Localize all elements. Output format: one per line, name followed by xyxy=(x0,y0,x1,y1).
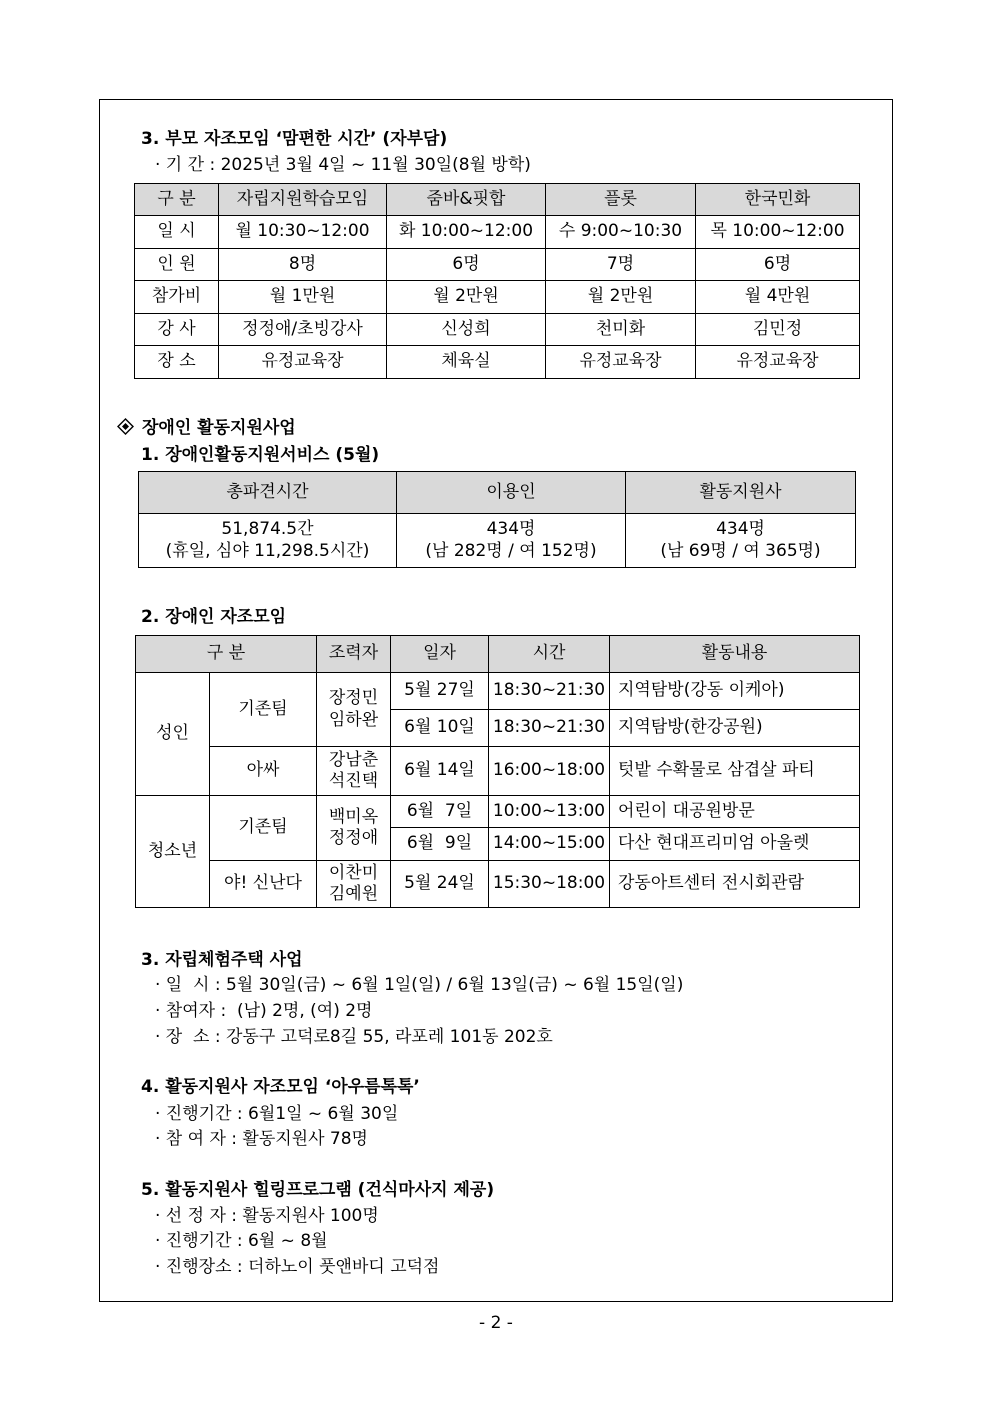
assistants-cell xyxy=(626,514,856,568)
activity-cell: 어린이 대공원방문 xyxy=(610,796,860,828)
cell-line: (휴일, 심야 11,298.5시간) xyxy=(165,540,370,561)
team-cell: 기존팀 xyxy=(210,673,317,747)
group-cell: 청소년 xyxy=(136,796,210,908)
header-cell: 조력자 xyxy=(317,636,391,673)
time-cell: 18:30~21:30 xyxy=(489,710,610,747)
section3-period: · 기 간 : 2025년 3월 4일 ~ 11월 30일(8월 방학) xyxy=(155,155,531,175)
cell: 월 10:30~12:00 xyxy=(219,216,387,249)
helpers-cell xyxy=(317,673,391,747)
cell-line: (남 282명 / 여 152명) xyxy=(425,540,597,561)
cell: 월 4만원 xyxy=(696,281,860,314)
activity-cell: 다산 현대프리미엄 아울렛 xyxy=(610,828,860,861)
header-cell: 자립지원학습모임 xyxy=(219,184,387,216)
activity-cell: 강동아트센터 전시회관람 xyxy=(610,861,860,908)
table-row xyxy=(139,514,856,568)
cell: 유정교육장 xyxy=(546,346,696,379)
cell: 유정교육장 xyxy=(219,346,387,379)
cell: 체육실 xyxy=(387,346,546,379)
team-cell: 기존팀 xyxy=(210,796,317,861)
helper-name: 임하완 xyxy=(328,709,379,730)
table-row xyxy=(135,346,860,379)
sub5-line: · 진행기간 : 6월 ~ 8월 xyxy=(155,1231,328,1251)
row-label: 인 원 xyxy=(135,249,219,281)
helper-name: 강남춘 xyxy=(328,749,379,770)
cell: 김민정 xyxy=(696,314,860,346)
helpers-cell xyxy=(317,796,391,861)
cell: 6명 xyxy=(696,249,860,281)
helpers-cell xyxy=(317,747,391,796)
time-cell: 15:30~18:00 xyxy=(489,861,610,908)
cell: 6명 xyxy=(387,249,546,281)
header-cell: 이용인 xyxy=(397,472,626,514)
sub4-line: · 참 여 자 : 활동지원사 78명 xyxy=(155,1129,368,1149)
group-cell: 성인 xyxy=(136,673,210,796)
helper-name: 이찬미 xyxy=(328,862,379,883)
activity-cell: 지역탐방(강동 이케아) xyxy=(610,673,860,710)
table-row xyxy=(135,249,860,281)
cell: 천미화 xyxy=(546,314,696,346)
team-cell: 야! 신난다 xyxy=(210,861,317,908)
cell-line: 434명 xyxy=(486,519,536,540)
helper-name: 백미옥 xyxy=(328,806,379,827)
sub3-line: · 참여자 : (남) 2명, (여) 2명 xyxy=(155,1001,373,1021)
support-service-table xyxy=(138,471,856,568)
time-cell: 18:30~21:30 xyxy=(489,673,610,710)
date-cell: 6월 10일 xyxy=(391,710,489,747)
header-cell: 활동내용 xyxy=(610,636,860,673)
table-row xyxy=(136,747,860,796)
sub2-heading: 2. 장애인 자조모임 xyxy=(141,607,287,627)
cell-line: (남 69명 / 여 365명) xyxy=(660,540,821,561)
sub5-line: · 선 정 자 : 활동지원사 100명 xyxy=(155,1206,379,1226)
cell: 화 10:00~12:00 xyxy=(387,216,546,249)
header-cell: 한국민화 xyxy=(696,184,860,216)
time-cell: 16:00~18:00 xyxy=(489,747,610,796)
cell: 유정교육장 xyxy=(696,346,860,379)
team-cell: 아싸 xyxy=(210,747,317,796)
sub5-heading: 5. 활동지원사 힐링프로그램 (건식마사지 제공) xyxy=(141,1180,495,1200)
table-row xyxy=(136,861,860,908)
parent-group-table xyxy=(134,183,860,379)
row-label: 참가비 xyxy=(135,281,219,314)
time-cell: 10:00~13:00 xyxy=(489,796,610,828)
users-cell xyxy=(397,514,626,568)
cell: 월 2만원 xyxy=(546,281,696,314)
cell: 정정애/초빙강사 xyxy=(219,314,387,346)
sub5-line: · 진행장소 : 더하노이 풋앤바디 고덕점 xyxy=(155,1257,440,1277)
sub3-line: · 일 시 : 5월 30일(금) ~ 6월 1일(일) / 6월 13일(금) ~ 6월 15일(일) xyxy=(155,975,684,995)
activity-cell: 텃밭 수확물로 삼겹살 파티 xyxy=(610,747,860,796)
helper-name: 장정민 xyxy=(328,688,379,709)
helper-name: 석진택 xyxy=(328,771,379,791)
disability-section-title xyxy=(117,413,296,438)
sub3-line: · 장 소 : 강동구 고덕로8길 55, 라포레 101동 202호 xyxy=(155,1027,553,1047)
cell-line: 51,874.5간 xyxy=(221,519,314,540)
sub3-heading: 3. 자립체험주택 사업 xyxy=(141,950,303,970)
header-cell: 구 분 xyxy=(136,636,317,673)
table-row xyxy=(136,673,860,710)
total-hours-cell xyxy=(139,514,397,568)
header-cell: 총파견시간 xyxy=(139,472,397,514)
cell: 신성희 xyxy=(387,314,546,346)
header-cell: 플롯 xyxy=(546,184,696,216)
cell-line: 434명 xyxy=(716,519,765,540)
row-label: 장 소 xyxy=(135,346,219,379)
cell: 월 1만원 xyxy=(219,281,387,314)
cell: 월 2만원 xyxy=(387,281,546,314)
cell: 8명 xyxy=(219,249,387,281)
row-label: 일 시 xyxy=(135,216,219,249)
diamond-bullet-icon xyxy=(117,418,134,435)
row-label: 강 사 xyxy=(135,314,219,346)
header-cell: 시간 xyxy=(489,636,610,673)
section3-heading: 3. 부모 자조모임 ‘맘편한 시간’ (자부담) xyxy=(141,129,448,149)
sub4-heading: 4. 활동지원사 자조모임 ‘아우름톡톡’ xyxy=(141,1077,420,1097)
header-cell: 활동지원사 xyxy=(626,472,856,514)
helper-name: 김예원 xyxy=(328,884,379,904)
date-cell: 6월 14일 xyxy=(391,747,489,796)
cell: 목 10:00~12:00 xyxy=(696,216,860,249)
table-row xyxy=(136,796,860,828)
table-row xyxy=(135,216,860,249)
disability-title-text: 장애인 활동지원사업 xyxy=(142,418,296,438)
header-cell: 구 분 xyxy=(135,184,219,216)
date-cell: 6월 7일 xyxy=(391,796,489,828)
header-cell: 일자 xyxy=(391,636,489,673)
date-cell: 5월 27일 xyxy=(391,673,489,710)
table-row xyxy=(135,314,860,346)
cell: 7명 xyxy=(546,249,696,281)
helper-name: 정정애 xyxy=(328,828,379,848)
activity-cell: 지역탐방(한강공원) xyxy=(610,710,860,747)
header-cell: 줌바&핏합 xyxy=(387,184,546,216)
table-row xyxy=(135,281,860,314)
self-help-group-table xyxy=(135,635,860,908)
date-cell: 6월 9일 xyxy=(391,828,489,861)
page-number: - 2 - xyxy=(479,1313,513,1333)
sub4-line: · 진행기간 : 6월1일 ~ 6월 30일 xyxy=(155,1104,399,1124)
date-cell: 5월 24일 xyxy=(391,861,489,908)
time-cell: 14:00~15:00 xyxy=(489,828,610,861)
sub1-heading: 1. 장애인활동지원서비스 (5월) xyxy=(141,445,380,465)
helpers-cell xyxy=(317,861,391,908)
cell: 수 9:00~10:30 xyxy=(546,216,696,249)
